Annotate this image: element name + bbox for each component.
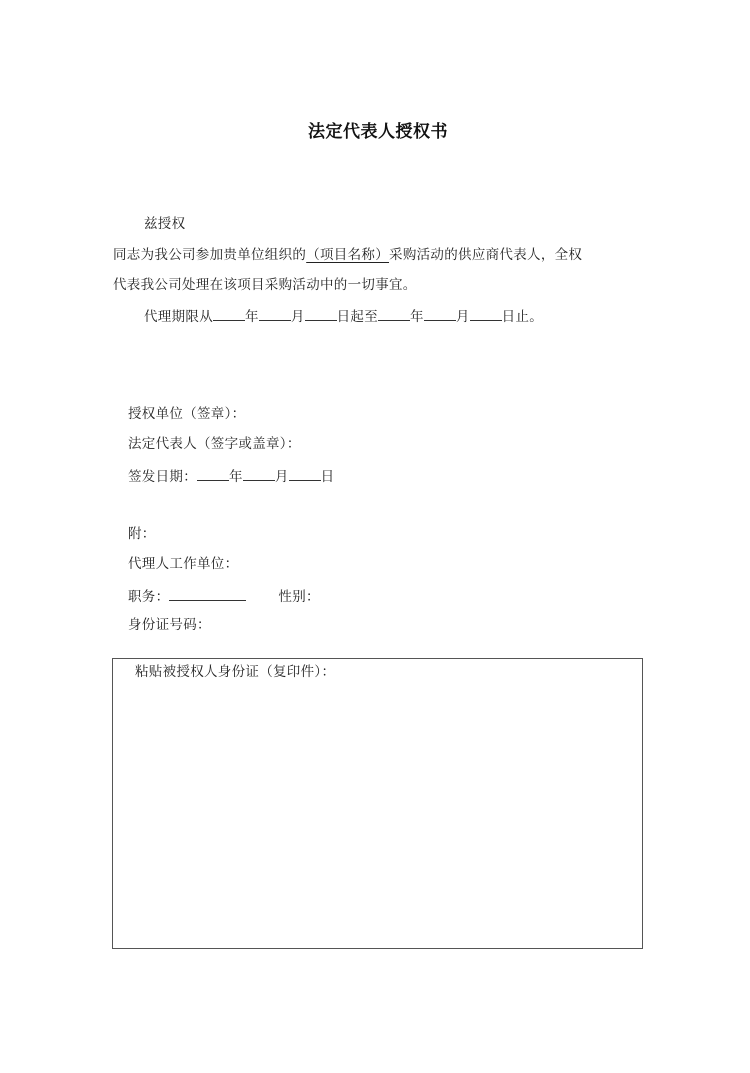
agent-workplace-label: 代理人工作单位：: [128, 556, 239, 572]
id-card-paste-label: 粘贴被授权人身份证（复印件）：: [135, 664, 336, 680]
period-month-1: 月: [290, 309, 305, 325]
blank-issue-year[interactable]: [197, 465, 229, 481]
appendix-label: 附：: [128, 526, 156, 542]
issue-year: 年: [229, 469, 243, 485]
issue-day: 日: [320, 469, 335, 485]
blank-end-month[interactable]: [424, 305, 456, 321]
legal-rep-label: 法定代表人（签字或盖章）：: [128, 436, 301, 452]
authorizing-unit-label: 授权单位（签章）：: [128, 406, 246, 422]
blank-start-year[interactable]: [213, 305, 245, 321]
blank-position[interactable]: [169, 585, 246, 601]
body-line-1-pre: 同志为我公司参加贵单位组织的: [113, 247, 307, 263]
period-year-2: 年: [410, 309, 424, 325]
issue-date-label: 签发日期：: [128, 469, 197, 485]
document-title: 法定代表人授权书: [308, 122, 448, 142]
blank-issue-month[interactable]: [243, 465, 275, 481]
issue-month: 月: [274, 469, 289, 485]
gender-label: 性别：: [278, 589, 320, 605]
issue-date-line: [128, 465, 334, 487]
body-line-1-post: 采购活动的供应商代表人，全权: [389, 247, 583, 263]
position-gender-line: [128, 585, 320, 607]
body-line-1: [113, 245, 582, 265]
blank-start-month[interactable]: [259, 305, 291, 321]
blank-issue-day[interactable]: [289, 465, 321, 481]
period-line: [144, 305, 543, 327]
id-number-label: 身份证号码：: [128, 617, 211, 633]
period-month-2: 月: [455, 309, 470, 325]
project-name: （项目名称）: [306, 247, 390, 263]
period-day-from: 日起至: [336, 309, 379, 325]
period-year-1: 年: [245, 309, 259, 325]
body-line-2: 代表我公司处理在该项目采购活动中的一切事宜。: [113, 277, 417, 293]
period-label: 代理期限从: [144, 309, 213, 325]
greeting: 兹授权: [144, 216, 186, 232]
blank-end-day[interactable]: [470, 305, 502, 321]
position-label: 职务：: [128, 589, 170, 605]
blank-end-year[interactable]: [378, 305, 410, 321]
period-day-end: 日止。: [501, 309, 544, 325]
blank-start-day[interactable]: [305, 305, 337, 321]
id-card-paste-box[interactable]: [112, 658, 643, 949]
